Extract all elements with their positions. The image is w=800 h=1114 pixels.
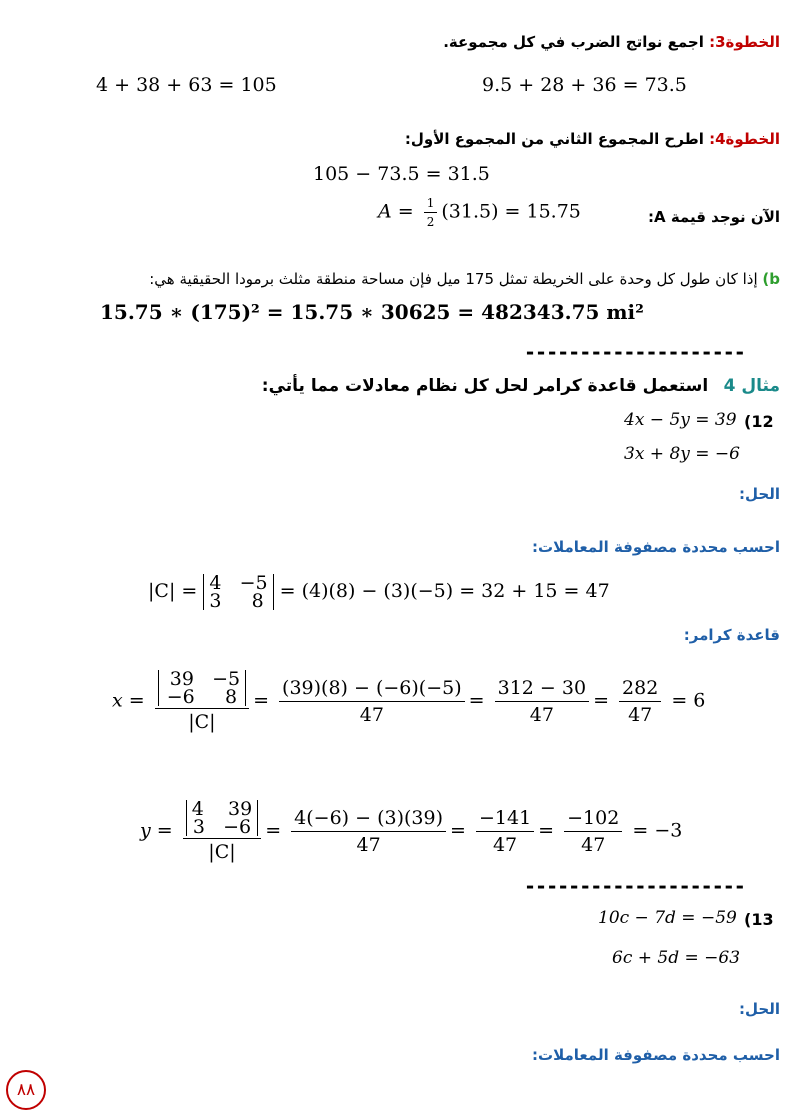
y-den: |C|: [208, 841, 236, 863]
area-equation: [378, 196, 581, 229]
x-fraction-1: [279, 677, 465, 726]
det-c-equation: [148, 574, 610, 610]
problem13-eq2: 6c + 5d = −63: [612, 948, 741, 968]
y-det-fraction: [183, 800, 261, 863]
x-matrix: [158, 670, 246, 706]
step3-label: الخطوة3:: [709, 33, 780, 51]
y-f2-num: −141: [476, 807, 534, 832]
step3-line: [443, 33, 780, 51]
y-f3-den: 47: [581, 834, 606, 856]
cramer-label: قاعدة كرامر:: [683, 626, 780, 644]
example-label: مثال 4: [723, 376, 780, 396]
y-f1-num: 4(−6) − (3)(39): [291, 807, 446, 832]
matrix-row-2: 3 8: [209, 590, 264, 612]
example-text: استعمل قاعدة كرامر لحل كل نظام معادلات مما يأتي:: [261, 376, 709, 396]
y-lhs: y =: [140, 819, 173, 842]
page-number: ٨٨: [16, 1080, 36, 1100]
sum-left: 4 + 38 + 63 = 105: [96, 74, 277, 96]
solution-label-2: الحل:: [739, 1000, 780, 1018]
det-c-matrix: [203, 574, 273, 610]
problem13-number: (13: [744, 910, 774, 929]
area-rhs: (31.5) = 15.75: [441, 200, 581, 223]
y-fraction-1: [291, 807, 446, 856]
problem13-eq1: 10c − 7d = −59: [598, 908, 737, 928]
problem12-eq2: 3x + 8y = −6: [624, 444, 740, 464]
x-f3-num: 282: [619, 677, 661, 702]
x-fraction-3: [619, 677, 661, 726]
part-b-letter: b): [762, 270, 780, 288]
x-det-fraction: [155, 670, 249, 733]
x-f1-den: 47: [359, 704, 384, 726]
x-f2-den: 47: [529, 704, 554, 726]
sum-right: 9.5 + 28 + 36 = 73.5: [482, 74, 687, 96]
y-f1-den: 47: [356, 834, 381, 856]
half-fraction: [424, 196, 438, 229]
x-f3-den: 47: [628, 704, 653, 726]
y-matrix-row-2: 3 −6: [192, 816, 252, 838]
x-den: |C|: [188, 711, 216, 733]
area-lhs: A =: [378, 200, 414, 223]
page-number-badge: [6, 1070, 46, 1110]
y-result: = −3: [632, 819, 683, 842]
y-fraction-2: [476, 807, 534, 856]
x-matrix-row-1: 39 −5: [163, 668, 241, 690]
det-c-rhs: = (4)(8) − (3)(−5) = 32 + 15 = 47: [279, 580, 610, 602]
x-fraction-2: [495, 677, 589, 726]
step4-label: الخطوة4:: [709, 130, 780, 148]
step3-text: اجمع نواتج الضرب في كل مجموعة.: [443, 33, 704, 51]
example-line: [262, 376, 780, 396]
problem12-number: (12: [744, 412, 774, 431]
subtraction-equation: 105 − 73.5 = 31.5: [313, 163, 490, 185]
separator-1: --------------------: [524, 340, 745, 364]
x-solution: x = 39 −5 −6 8 |C| = $\frac{(39)(8) - (-6)(-5)}{47}$ = $\frac{312 - 30}{47}$ = $\frac{282}{47}$ = 6: [112, 668, 706, 733]
separator-2: --------------------: [524, 874, 745, 898]
x-matrix-row-2: −6 8: [166, 686, 238, 708]
problem12-eq1: 4x − 5y = 39: [624, 410, 737, 430]
x-result: = 6: [671, 689, 706, 712]
part-b-formula: 15.75 ∗ (175)² = 15.75 ∗ 30625 = 482343.75 mi²: [100, 300, 644, 324]
y-matrix: [186, 800, 258, 836]
half-den: 2: [426, 215, 435, 229]
y-matrix-row-1: 4 39: [191, 798, 253, 820]
matrix-row-1: 4 −5: [209, 572, 268, 594]
part-b-text: إذا كان طول كل وحدة على الخريطة تمثل 175 ميل فإن مساحة منطقة مثلث برمودا الحقيقية هي:: [149, 270, 758, 288]
det-heading: احسب محددة مصفوفة المعاملات:: [532, 538, 780, 556]
solution-label: الحل:: [739, 485, 780, 503]
y-f3-num: −102: [564, 807, 622, 832]
y-f2-den: 47: [492, 834, 518, 856]
x-lhs: x =: [112, 689, 145, 712]
area-label: الآن نوجد قيمة A:: [648, 208, 780, 226]
x-f2-num: 312 − 30: [495, 677, 589, 702]
x-f1-num: (39)(8) − (−6)(−5): [279, 677, 465, 702]
det-c-lhs: |C| =: [148, 580, 198, 602]
half-num: 1: [424, 196, 438, 213]
part-b-line: [149, 270, 780, 288]
det-heading-2: احسب محددة مصفوفة المعاملات:: [532, 1046, 780, 1064]
step4-text: اطرح المجموع الثاني من المجموع الأول:: [404, 130, 704, 148]
y-solution: y = 4 39 3 −6 |C| = $\frac{4(-6) - (3)(39)}{47}$ = $\frac{-141}{47}$ = $\frac{-102}{47}$ = −3: [140, 798, 683, 863]
y-fraction-3: [564, 807, 622, 856]
step4-line: [405, 130, 780, 148]
